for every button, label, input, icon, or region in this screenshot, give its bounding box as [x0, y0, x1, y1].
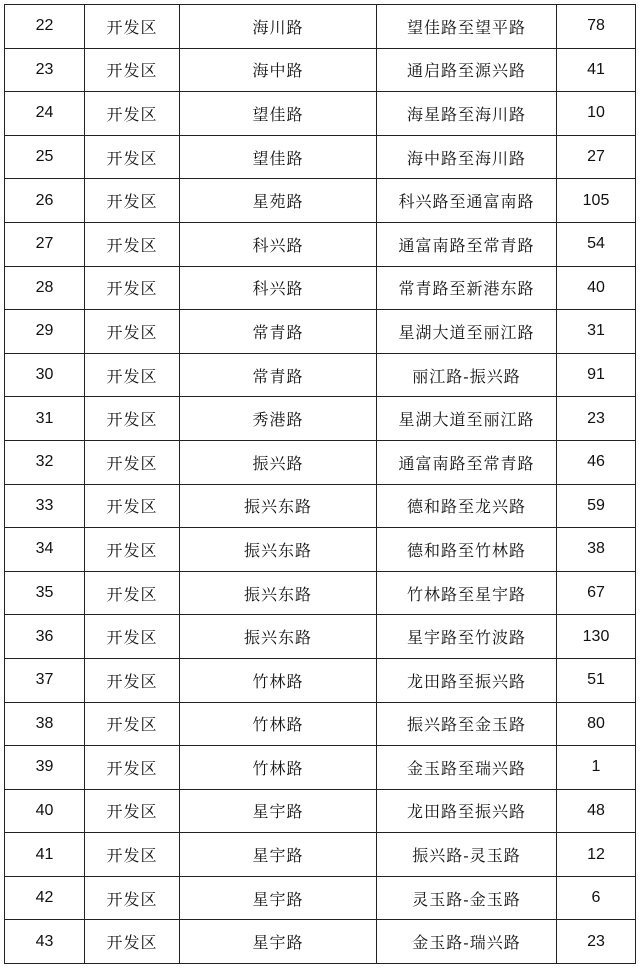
row-number-cell: 31	[5, 397, 85, 441]
row-number-cell: 32	[5, 440, 85, 484]
road-section-cell: 海星路至海川路	[377, 92, 557, 136]
row-number-cell: 35	[5, 571, 85, 615]
value-cell: 59	[557, 484, 636, 528]
road-section-cell: 振兴路至金玉路	[377, 702, 557, 746]
road-section-cell: 龙田路至振兴路	[377, 789, 557, 833]
row-number-cell: 24	[5, 92, 85, 136]
road-name-cell: 振兴东路	[180, 615, 377, 659]
road-name-cell: 振兴东路	[180, 528, 377, 572]
row-number-cell: 42	[5, 876, 85, 920]
road-section-cell: 通启路至源兴路	[377, 48, 557, 92]
road-name-cell: 海中路	[180, 48, 377, 92]
value-cell: 130	[557, 615, 636, 659]
table-row	[5, 833, 636, 877]
value-cell: 10	[557, 92, 636, 136]
table-row	[5, 5, 636, 49]
district-cell: 开发区	[85, 48, 180, 92]
road-name-cell: 振兴路	[180, 440, 377, 484]
value-cell: 23	[557, 920, 636, 964]
row-number-cell: 33	[5, 484, 85, 528]
table-row	[5, 179, 636, 223]
row-number-cell: 26	[5, 179, 85, 223]
district-cell: 开发区	[85, 484, 180, 528]
row-number-cell: 34	[5, 528, 85, 572]
row-number-cell: 41	[5, 833, 85, 877]
value-cell: 1	[557, 746, 636, 790]
district-cell: 开发区	[85, 179, 180, 223]
table-row	[5, 746, 636, 790]
row-number-cell: 39	[5, 746, 85, 790]
road-name-cell: 星宇路	[180, 833, 377, 877]
road-section-cell: 海中路至海川路	[377, 135, 557, 179]
road-name-cell: 秀港路	[180, 397, 377, 441]
road-name-cell: 振兴东路	[180, 571, 377, 615]
table-row	[5, 310, 636, 354]
value-cell: 27	[557, 135, 636, 179]
value-cell: 23	[557, 397, 636, 441]
road-section-cell: 金玉路-瑞兴路	[377, 920, 557, 964]
district-cell: 开发区	[85, 833, 180, 877]
value-cell: 40	[557, 266, 636, 310]
value-cell: 12	[557, 833, 636, 877]
table-row	[5, 571, 636, 615]
table-row	[5, 920, 636, 964]
value-cell: 67	[557, 571, 636, 615]
district-cell: 开发区	[85, 5, 180, 49]
table-row	[5, 48, 636, 92]
table-row	[5, 266, 636, 310]
road-name-cell: 海川路	[180, 5, 377, 49]
road-section-cell: 星宇路至竹波路	[377, 615, 557, 659]
road-section-cell: 通富南路至常青路	[377, 222, 557, 266]
table-row	[5, 397, 636, 441]
value-cell: 54	[557, 222, 636, 266]
road-section-cell: 常青路至新港东路	[377, 266, 557, 310]
value-cell: 41	[557, 48, 636, 92]
district-cell: 开发区	[85, 571, 180, 615]
value-cell: 31	[557, 310, 636, 354]
value-cell: 51	[557, 658, 636, 702]
value-cell: 6	[557, 876, 636, 920]
value-cell: 48	[557, 789, 636, 833]
road-name-cell: 星宇路	[180, 789, 377, 833]
table-row	[5, 789, 636, 833]
value-cell: 80	[557, 702, 636, 746]
row-number-cell: 23	[5, 48, 85, 92]
road-name-cell: 望佳路	[180, 92, 377, 136]
road-table	[4, 4, 636, 964]
row-number-cell: 29	[5, 310, 85, 354]
district-cell: 开发区	[85, 615, 180, 659]
row-number-cell: 38	[5, 702, 85, 746]
district-cell: 开发区	[85, 789, 180, 833]
road-section-cell: 德和路至龙兴路	[377, 484, 557, 528]
road-name-cell: 星宇路	[180, 876, 377, 920]
road-name-cell: 竹林路	[180, 746, 377, 790]
value-cell: 91	[557, 353, 636, 397]
road-name-cell: 常青路	[180, 310, 377, 354]
table-row	[5, 658, 636, 702]
district-cell: 开发区	[85, 746, 180, 790]
district-cell: 开发区	[85, 658, 180, 702]
row-number-cell: 30	[5, 353, 85, 397]
road-name-cell: 科兴路	[180, 266, 377, 310]
road-section-cell: 丽江路-振兴路	[377, 353, 557, 397]
district-cell: 开发区	[85, 353, 180, 397]
road-name-cell: 星宇路	[180, 920, 377, 964]
road-name-cell: 星苑路	[180, 179, 377, 223]
road-section-cell: 通富南路至常青路	[377, 440, 557, 484]
road-name-cell: 竹林路	[180, 658, 377, 702]
road-section-cell: 龙田路至振兴路	[377, 658, 557, 702]
road-section-cell: 灵玉路-金玉路	[377, 876, 557, 920]
district-cell: 开发区	[85, 222, 180, 266]
district-cell: 开发区	[85, 876, 180, 920]
district-cell: 开发区	[85, 920, 180, 964]
road-section-cell: 德和路至竹林路	[377, 528, 557, 572]
value-cell: 38	[557, 528, 636, 572]
table-row	[5, 135, 636, 179]
district-cell: 开发区	[85, 397, 180, 441]
table-row	[5, 615, 636, 659]
table-row	[5, 353, 636, 397]
road-section-cell: 振兴路-灵玉路	[377, 833, 557, 877]
table-row	[5, 876, 636, 920]
table-row	[5, 222, 636, 266]
road-section-cell: 科兴路至通富南路	[377, 179, 557, 223]
district-cell: 开发区	[85, 440, 180, 484]
value-cell: 78	[557, 5, 636, 49]
row-number-cell: 36	[5, 615, 85, 659]
road-section-cell: 望佳路至望平路	[377, 5, 557, 49]
road-name-cell: 振兴东路	[180, 484, 377, 528]
row-number-cell: 25	[5, 135, 85, 179]
row-number-cell: 37	[5, 658, 85, 702]
road-section-cell: 星湖大道至丽江路	[377, 397, 557, 441]
value-cell: 46	[557, 440, 636, 484]
table-row	[5, 92, 636, 136]
table-row	[5, 528, 636, 572]
district-cell: 开发区	[85, 702, 180, 746]
district-cell: 开发区	[85, 92, 180, 136]
road-name-cell: 竹林路	[180, 702, 377, 746]
road-section-cell: 金玉路至瑞兴路	[377, 746, 557, 790]
district-cell: 开发区	[85, 266, 180, 310]
road-section-cell: 竹林路至星宇路	[377, 571, 557, 615]
table-body	[5, 5, 636, 964]
row-number-cell: 28	[5, 266, 85, 310]
district-cell: 开发区	[85, 310, 180, 354]
road-name-cell: 望佳路	[180, 135, 377, 179]
row-number-cell: 22	[5, 5, 85, 49]
table-row	[5, 484, 636, 528]
district-cell: 开发区	[85, 528, 180, 572]
road-section-cell: 星湖大道至丽江路	[377, 310, 557, 354]
road-name-cell: 科兴路	[180, 222, 377, 266]
row-number-cell: 43	[5, 920, 85, 964]
value-cell: 105	[557, 179, 636, 223]
district-cell: 开发区	[85, 135, 180, 179]
row-number-cell: 27	[5, 222, 85, 266]
road-name-cell: 常青路	[180, 353, 377, 397]
row-number-cell: 40	[5, 789, 85, 833]
table-row	[5, 702, 636, 746]
table-row	[5, 440, 636, 484]
